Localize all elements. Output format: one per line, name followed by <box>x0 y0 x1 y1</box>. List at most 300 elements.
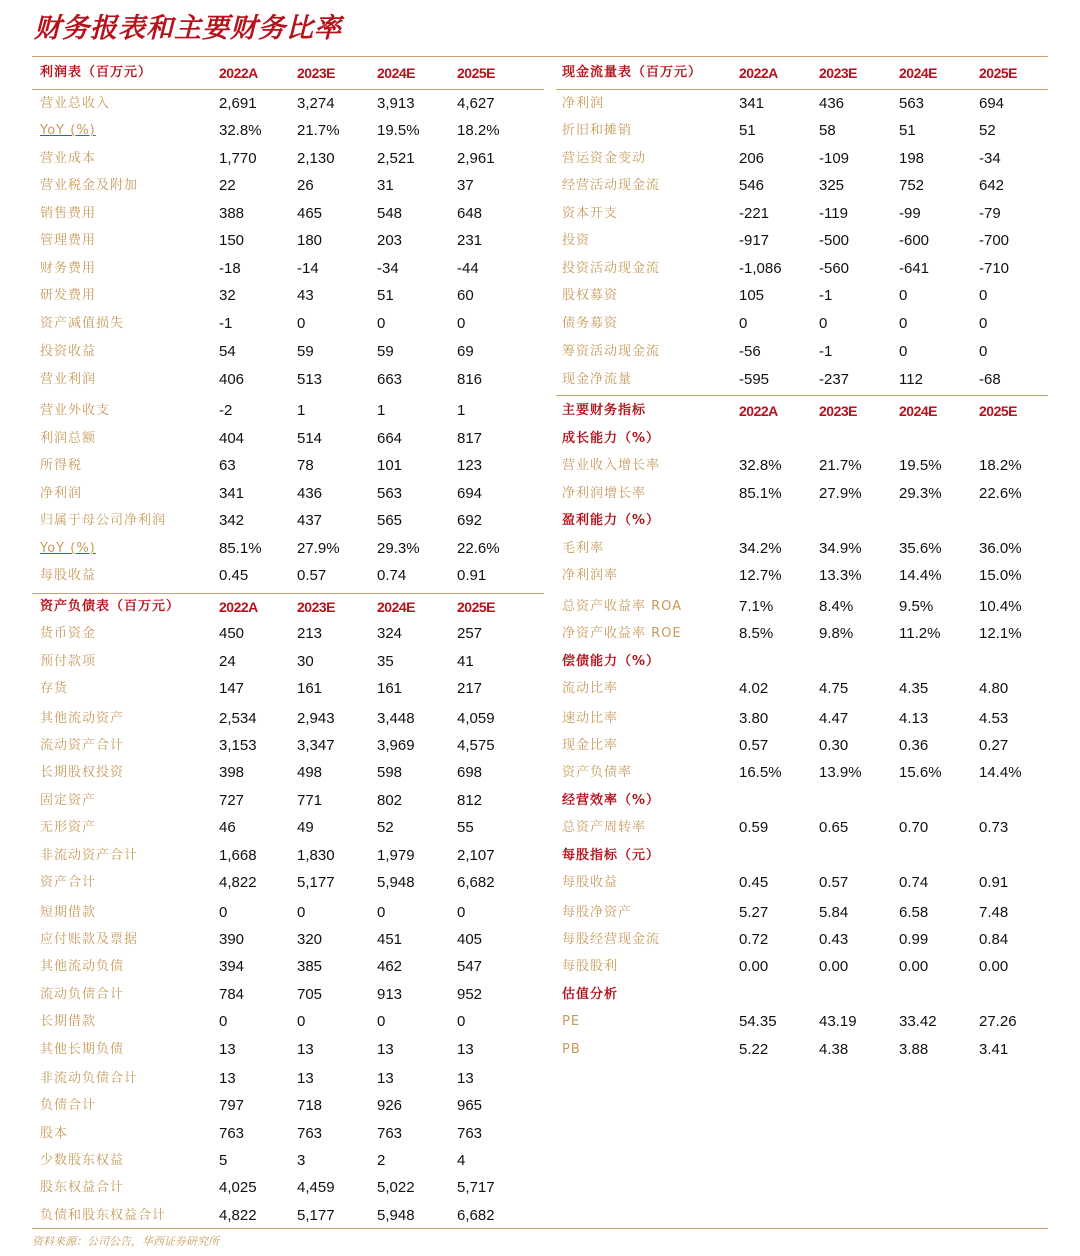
cell-value: 698 <box>457 764 483 781</box>
ratios-row <box>556 481 1048 507</box>
cell-value: -14 <box>297 260 319 277</box>
cell-value: 52 <box>377 819 394 836</box>
cell-value: -79 <box>979 205 1001 222</box>
cell-value: 763 <box>297 1125 323 1142</box>
cell-value: 0 <box>457 1013 466 1030</box>
cell-value: 2022A <box>219 65 258 81</box>
row-label: 研发费用 <box>40 288 97 303</box>
cell-value: 0.00 <box>819 958 849 975</box>
cell-value: 0 <box>899 287 908 304</box>
row-label: 每股收益 <box>562 875 619 890</box>
cell-value: 498 <box>297 764 323 781</box>
cashflow-row <box>556 339 1048 365</box>
row-label: 流动比率 <box>562 681 619 696</box>
row-label: 其他流动资产 <box>40 711 125 726</box>
cell-value: 257 <box>457 625 483 642</box>
cell-value: 0 <box>297 904 306 921</box>
row-label: 投资收益 <box>40 344 97 359</box>
row-label: 短期借款 <box>40 905 97 920</box>
cell-value: 3,347 <box>297 737 335 754</box>
cell-value: 0 <box>297 315 306 332</box>
balance-row <box>32 1009 544 1035</box>
cell-value: 797 <box>219 1097 245 1114</box>
cell-value: 2,943 <box>297 710 335 727</box>
cell-value: 324 <box>377 625 403 642</box>
cell-value: 36.0% <box>979 540 1022 557</box>
cell-value: 0 <box>297 1013 306 1030</box>
cell-value: 35.6% <box>899 540 942 557</box>
row-label: 成长能力（%） <box>562 431 661 446</box>
cell-value: 27.26 <box>979 1013 1017 1030</box>
cell-value: -34 <box>979 150 1001 167</box>
row-label: 每股经营现金流 <box>562 932 661 947</box>
cell-value: 5,948 <box>377 1207 415 1224</box>
cell-value: 3.80 <box>739 710 769 727</box>
cell-value: 0 <box>979 287 988 304</box>
cell-value: 10.4% <box>979 598 1022 615</box>
balance-row <box>32 676 544 702</box>
cashflow-header <box>556 60 1048 86</box>
cell-value: 0.43 <box>819 931 849 948</box>
cell-value: 63 <box>219 457 236 474</box>
cell-value: 5.84 <box>819 904 849 921</box>
cell-value: -18 <box>219 260 241 277</box>
cell-value: 0 <box>457 315 466 332</box>
cell-value: 0.72 <box>739 931 769 948</box>
cell-value: 2024E <box>377 65 415 81</box>
cell-value: 4.02 <box>739 680 769 697</box>
cell-value: 78 <box>297 457 314 474</box>
balance-row <box>32 760 544 786</box>
cell-value: 0.00 <box>979 958 1009 975</box>
cell-value: 0.84 <box>979 931 1009 948</box>
row-label: 经营活动现金流 <box>562 178 661 193</box>
cell-value: 705 <box>297 986 323 1003</box>
cashflow-row <box>556 146 1048 172</box>
cell-value: 3,274 <box>297 95 335 112</box>
cell-value: -109 <box>819 150 850 167</box>
row-label: 少数股东权益 <box>40 1153 125 1168</box>
cell-value: 0.45 <box>219 567 249 584</box>
ratios-row <box>556 733 1048 759</box>
row-label: 其他长期负债 <box>40 1042 125 1057</box>
row-label: PE <box>562 1014 581 1029</box>
ratios-section-heading <box>556 843 1048 869</box>
row-label: 每股指标（元） <box>562 848 661 863</box>
cell-value: 3,448 <box>377 710 415 727</box>
row-label: 总资产周转率 <box>562 820 647 835</box>
cell-value: 763 <box>377 1125 403 1142</box>
cell-value: 952 <box>457 986 483 1003</box>
cell-value: -221 <box>739 205 770 222</box>
balance-row <box>32 1121 544 1147</box>
cell-value: 13 <box>297 1041 314 1058</box>
cell-value: 513 <box>297 371 323 388</box>
row-label: 营业总收入 <box>40 96 111 111</box>
cell-value: 404 <box>219 430 245 447</box>
ratios-row <box>556 676 1048 702</box>
income-row <box>32 201 544 227</box>
cell-value: 43 <box>297 287 314 304</box>
cell-value: 2,691 <box>219 95 257 112</box>
row-label: 速动比率 <box>562 711 619 726</box>
ratios-row <box>556 621 1048 647</box>
cell-value: 13.9% <box>819 764 862 781</box>
cell-value: 406 <box>219 371 245 388</box>
cell-value: 342 <box>219 512 245 529</box>
cell-value: 4,459 <box>297 1179 335 1196</box>
cell-value: 0.57 <box>819 874 849 891</box>
cell-value: 11.2% <box>899 625 941 642</box>
cell-value: 206 <box>739 150 765 167</box>
cell-value: 451 <box>377 931 403 948</box>
cell-value: -700 <box>979 232 1010 249</box>
income-row <box>32 563 544 589</box>
cell-value: 4,575 <box>457 737 495 754</box>
cell-value: 12.7% <box>739 567 782 584</box>
cell-value: 0.74 <box>899 874 929 891</box>
cell-value: 30 <box>297 653 314 670</box>
cell-value: 13.3% <box>819 567 862 584</box>
cell-value: 0 <box>377 904 386 921</box>
cell-value: -1 <box>219 315 233 332</box>
balance-row <box>32 1203 544 1229</box>
row-label: 预付款项 <box>40 654 97 669</box>
cell-value: 8.5% <box>739 625 774 642</box>
row-label: 营运资金变动 <box>562 151 647 166</box>
top-divider <box>32 56 1048 57</box>
balance-row <box>32 706 544 732</box>
cell-value: 2022A <box>739 65 778 81</box>
cell-value: 2025E <box>979 403 1017 419</box>
balance-row <box>32 1148 544 1174</box>
row-label: YoY (%) <box>40 541 96 556</box>
income-row <box>32 91 544 117</box>
cell-value: 0 <box>377 1013 386 1030</box>
cashflow-row <box>556 367 1048 393</box>
cell-value: 2024E <box>377 599 415 615</box>
cell-value: 5,177 <box>297 1207 335 1224</box>
cell-value: 763 <box>219 1125 245 1142</box>
cell-value: 394 <box>219 958 245 975</box>
cell-value: 51 <box>739 122 756 139</box>
cell-value: 388 <box>219 205 245 222</box>
cell-value: 817 <box>457 430 483 447</box>
cell-value: 4,627 <box>457 95 495 112</box>
cell-value: -44 <box>457 260 479 277</box>
cell-value: 548 <box>377 205 403 222</box>
ratios-row <box>556 870 1048 896</box>
cell-value: 3,153 <box>219 737 257 754</box>
ratios-row <box>556 1037 1048 1063</box>
cell-value: 0 <box>377 315 386 332</box>
cell-value: 13 <box>377 1070 394 1087</box>
balance-row <box>32 815 544 841</box>
cell-value: 213 <box>297 625 323 642</box>
cell-value: 390 <box>219 931 245 948</box>
cell-value: 320 <box>297 931 323 948</box>
cell-value: -99 <box>899 205 921 222</box>
income-row <box>32 118 544 144</box>
row-label: 净利润 <box>562 96 605 111</box>
cell-value: 4.38 <box>819 1041 849 1058</box>
cell-value: 694 <box>457 485 483 502</box>
cell-value: 0.57 <box>297 567 327 584</box>
cell-value: 2 <box>377 1152 386 1169</box>
cell-value: 0.59 <box>739 819 769 836</box>
cell-value: 3.41 <box>979 1041 1009 1058</box>
cell-value: 565 <box>377 512 403 529</box>
row-label: 现金比率 <box>562 738 619 753</box>
cell-value: 4,059 <box>457 710 495 727</box>
page-title: 财务报表和主要财务比率 <box>34 13 342 44</box>
ratios-section-heading <box>556 788 1048 814</box>
cell-value: -2 <box>219 402 233 419</box>
ratios-row <box>556 536 1048 562</box>
cell-value: 598 <box>377 764 403 781</box>
cell-value: 2023E <box>819 403 857 419</box>
balance-row <box>32 1175 544 1201</box>
cell-value: 437 <box>297 512 323 529</box>
income-row <box>32 146 544 172</box>
cell-value: 22 <box>219 177 236 194</box>
cell-value: 1,830 <box>297 847 335 864</box>
row-label: 总资产收益率 ROA <box>562 599 683 614</box>
cell-value: 816 <box>457 371 483 388</box>
cell-value: 436 <box>297 485 323 502</box>
cell-value: 59 <box>297 343 314 360</box>
ratios-row <box>556 594 1048 620</box>
cell-value: -595 <box>739 371 770 388</box>
cell-value: 0 <box>899 343 908 360</box>
cell-value: 24 <box>219 653 236 670</box>
cell-value: 1,979 <box>377 847 415 864</box>
row-label: 营业税金及附加 <box>40 178 139 193</box>
cell-value: 14.4% <box>979 764 1022 781</box>
cell-value: 4.13 <box>899 710 929 727</box>
cell-value: 32 <box>219 287 236 304</box>
cell-value: 2,521 <box>377 150 415 167</box>
row-label: 投资活动现金流 <box>562 261 661 276</box>
row-label: 资本开支 <box>562 206 619 221</box>
cashflow-row <box>556 311 1048 337</box>
cell-value: 4,822 <box>219 1207 257 1224</box>
cell-value: 49 <box>297 819 314 836</box>
cell-value: 752 <box>899 177 925 194</box>
income-row <box>32 508 544 534</box>
cell-value: 405 <box>457 931 483 948</box>
cell-value: 58 <box>819 122 836 139</box>
cell-value: -1 <box>819 343 833 360</box>
cell-value: 7.1% <box>739 598 774 615</box>
cell-value: 4,025 <box>219 1179 257 1196</box>
cell-value: 664 <box>377 430 403 447</box>
cell-value: 3,913 <box>377 95 415 112</box>
cell-value: 812 <box>457 792 483 809</box>
row-label: 无形资产 <box>40 820 97 835</box>
cell-value: 5,177 <box>297 874 335 891</box>
cell-value: 0.65 <box>819 819 849 836</box>
cell-value: 4.53 <box>979 710 1009 727</box>
ratios-row <box>556 900 1048 926</box>
row-label: 非流动资产合计 <box>40 848 139 863</box>
income-row <box>32 339 544 365</box>
cell-value: 2022A <box>219 599 258 615</box>
cell-value: 13 <box>219 1041 236 1058</box>
cell-value: 913 <box>377 986 403 1003</box>
cell-value: 3.88 <box>899 1041 929 1058</box>
cell-value: 69 <box>457 343 474 360</box>
cell-value: 514 <box>297 430 323 447</box>
cell-value: 0 <box>979 315 988 332</box>
ratios-row <box>556 927 1048 953</box>
cell-value: 21.7% <box>297 122 340 139</box>
row-label: 利润表（百万元） <box>40 65 153 80</box>
balance-row <box>32 1066 544 1092</box>
ratios-top-rule <box>556 395 1048 396</box>
row-label: 股东权益合计 <box>40 1180 125 1195</box>
cell-value: 21.7% <box>819 457 862 474</box>
cell-value: 51 <box>899 122 916 139</box>
ratios-row <box>556 815 1048 841</box>
cell-value: 2022A <box>739 403 778 419</box>
cell-value: 2,534 <box>219 710 257 727</box>
row-label: 投资 <box>562 233 591 248</box>
cell-value: 13 <box>297 1070 314 1087</box>
cell-value: 13 <box>377 1041 394 1058</box>
cell-value: 341 <box>739 95 765 112</box>
cell-value: 43.19 <box>819 1013 857 1030</box>
cell-value: 0 <box>979 343 988 360</box>
cell-value: 0 <box>457 904 466 921</box>
row-label: 流动负债合计 <box>40 987 125 1002</box>
ratios-row <box>556 453 1048 479</box>
cell-value: 15.6% <box>899 764 942 781</box>
cell-value: 465 <box>297 205 323 222</box>
balance-row <box>32 1093 544 1119</box>
cell-value: 0.99 <box>899 931 929 948</box>
cell-value: 0.73 <box>979 819 1009 836</box>
row-label: 其他流动负债 <box>40 959 125 974</box>
row-label: 净资产收益率 ROE <box>562 626 682 641</box>
cell-value: 0.00 <box>899 958 929 975</box>
row-label: 净利润增长率 <box>562 486 647 501</box>
cell-value: -1,086 <box>739 260 782 277</box>
cell-value: 8.4% <box>819 598 854 615</box>
balance-row <box>32 649 544 675</box>
cell-value: 161 <box>377 680 403 697</box>
cell-value: 19.5% <box>899 457 942 474</box>
row-label: 负债合计 <box>40 1098 97 1113</box>
cell-value: 29.3% <box>377 540 420 557</box>
cell-value: 217 <box>457 680 483 697</box>
cell-value: 0 <box>739 315 748 332</box>
cell-value: 4.47 <box>819 710 849 727</box>
cell-value: 3,969 <box>377 737 415 754</box>
income-row <box>32 481 544 507</box>
row-label: 资产减值损失 <box>40 316 125 331</box>
balance-row <box>32 870 544 896</box>
cell-value: 60 <box>457 287 474 304</box>
cell-value: 4,822 <box>219 874 257 891</box>
row-label: 净利润率 <box>562 568 619 583</box>
cell-value: -237 <box>819 371 850 388</box>
cell-value: 150 <box>219 232 245 249</box>
cell-value: -1 <box>819 287 833 304</box>
cell-value: 85.1% <box>739 485 782 502</box>
cell-value: 694 <box>979 95 1005 112</box>
cell-value: 198 <box>899 150 925 167</box>
cell-value: 2025E <box>457 599 495 615</box>
row-label: 负债和股东权益合计 <box>40 1208 167 1223</box>
cell-value: 0 <box>219 1013 228 1030</box>
balance-row <box>32 843 544 869</box>
balance-row <box>32 900 544 926</box>
cell-value: 546 <box>739 177 765 194</box>
bottom-divider <box>32 1228 1048 1229</box>
ratios-row <box>556 954 1048 980</box>
cell-value: 1 <box>457 402 466 419</box>
cashflow-row <box>556 256 1048 282</box>
cell-value: -68 <box>979 371 1001 388</box>
cell-value: 771 <box>297 792 323 809</box>
row-label: 盈利能力（%） <box>562 513 661 528</box>
row-label: 筹资活动现金流 <box>562 344 661 359</box>
row-label: 资产负债表（百万元） <box>40 599 181 614</box>
cell-value: 2,961 <box>457 150 495 167</box>
cell-value: 802 <box>377 792 403 809</box>
row-label: 净利润 <box>40 486 83 501</box>
cell-value: 22.6% <box>979 485 1022 502</box>
cell-value: 2024E <box>899 403 937 419</box>
row-label: 利润总额 <box>40 431 97 446</box>
cashflow-row <box>556 118 1048 144</box>
row-label: 流动资产合计 <box>40 738 125 753</box>
cell-value: 0.91 <box>457 567 487 584</box>
cell-value: 26 <box>297 177 314 194</box>
row-label: 每股收益 <box>40 568 97 583</box>
cell-value: 965 <box>457 1097 483 1114</box>
balance-row <box>32 621 544 647</box>
row-label: 债务募资 <box>562 316 619 331</box>
cell-value: 22.6% <box>457 540 500 557</box>
cashflow-row <box>556 228 1048 254</box>
cell-value: 4 <box>457 1152 466 1169</box>
cell-value: 692 <box>457 512 483 529</box>
cell-value: 13 <box>219 1070 236 1087</box>
cell-value: 41 <box>457 653 474 670</box>
ratios-section-heading <box>556 649 1048 675</box>
cell-value: 763 <box>457 1125 483 1142</box>
cell-value: 0 <box>219 904 228 921</box>
row-label: 折旧和摊销 <box>562 123 633 138</box>
cell-value: 4.80 <box>979 680 1009 697</box>
row-label: YoY (%) <box>40 123 96 138</box>
ratios-row <box>556 1009 1048 1035</box>
cell-value: 648 <box>457 205 483 222</box>
cell-value: 1,770 <box>219 150 257 167</box>
cell-value: 27.9% <box>819 485 862 502</box>
row-label: 存货 <box>40 681 69 696</box>
income-header <box>32 60 544 86</box>
balance-row <box>32 927 544 953</box>
cell-value: 18.2% <box>457 122 500 139</box>
balance-row <box>32 788 544 814</box>
cell-value: 180 <box>297 232 323 249</box>
cell-value: -560 <box>819 260 850 277</box>
cell-value: 9.8% <box>819 625 854 642</box>
income-row <box>32 536 544 562</box>
